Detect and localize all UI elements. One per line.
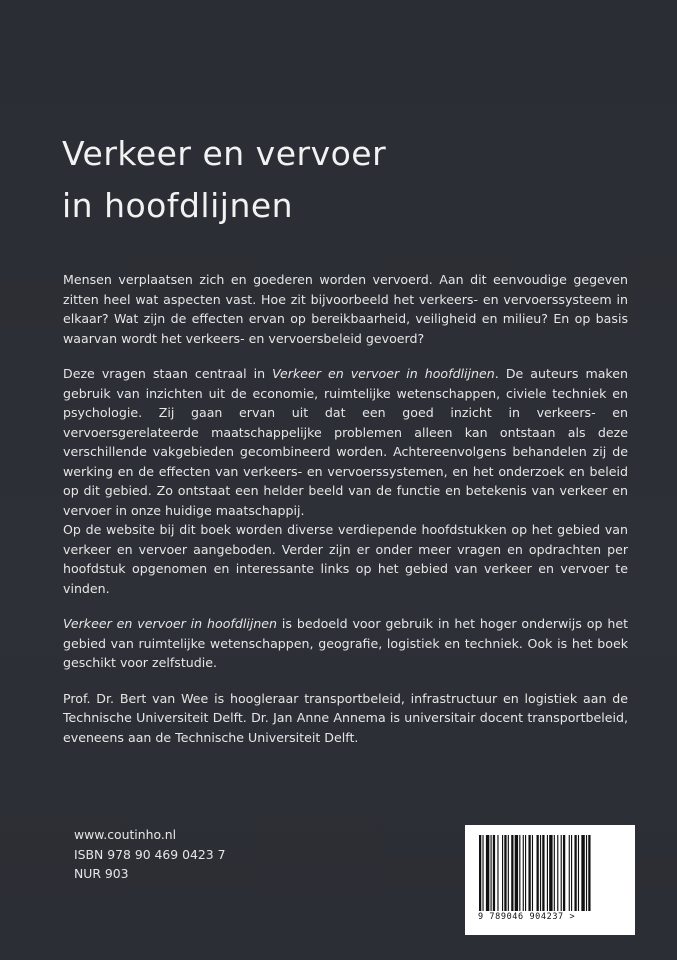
title-line-1: Verkeer en vervoer	[62, 134, 387, 173]
barcode-digits: 9 789046 904237 >	[478, 912, 628, 922]
book-title	[62, 128, 582, 232]
blurb-paragraph-1: Mensen verplaatsen zich en goederen worden vervoerd. Aan dit eenvoudige gegeven zitten heel wat aspecten vast. Hoe zit bijvoorbeeld het verkeers- en vervoerssysteem in elkaar? Wat zijn de effecten ervan op bereikbaarheid, veiligheid en milieu? En op basis waarvan wordt het verkeers- en vervoersbeleid gevoerd?	[63, 272, 628, 346]
imprint	[74, 825, 225, 884]
barcode-bar	[525, 835, 526, 911]
barcode-bar	[554, 835, 555, 911]
barcode-bar	[519, 835, 520, 911]
p2-before: Deze vragen staan centraal in	[63, 366, 273, 381]
p2-after: . De auteurs maken gebruik van inzichten uit de economie, ruimtelijke wetenschappen, civiele techniek en psychologie. Zij gaan ervan uit dat een goed inzicht in verkeers- en vervoersgerelateerde maatschappelijke problemen alleen kan ontstaan als deze verschillende vakgebieden gecombineerd worden. Achtereenvolgens behandelen zij de werking en de effecten van verkeers- en vervoerssystemen, en het onderzoek en beleid op dit gebied. Zo ontstaat een helder beeld van de functie en betekenis van verkeer en vervoer in onze huidige maatschappij.	[63, 366, 629, 518]
barcode-bar	[574, 835, 576, 911]
barcode-bar	[482, 835, 483, 911]
barcode-bar	[542, 835, 544, 911]
barcode-bar	[581, 835, 584, 911]
barcode-bar	[561, 835, 562, 911]
barcode-bar	[547, 835, 548, 911]
p2-book-title: Verkeer en vervoer in hoofdlijnen	[272, 366, 495, 381]
p4-after: is bedoeld voor gebruik in het hoger onderwijs op het gebied van ruimtelijke wetenschappen, geografie, logistiek en techniek. Ook is het boek geschikt voor zelfstudie.	[63, 616, 629, 670]
barcode-bar	[569, 835, 570, 911]
barcode-bar	[523, 835, 524, 911]
barcode-bar	[479, 835, 481, 911]
barcode-bar	[515, 835, 518, 911]
barcode-bar	[540, 835, 541, 911]
p4-book-title: Verkeer en vervoer in hoofdlijnen	[63, 616, 278, 631]
barcode-bar	[497, 835, 498, 911]
barcode-bar	[493, 835, 495, 911]
nur-code: NUR 903	[74, 866, 129, 881]
title-line-2: in hoofdlijnen	[62, 186, 294, 225]
author-bio: Prof. Dr. Bert van Wee is hoogleraar transportbeleid, infrastructuur en logistiek aan de Technische Universiteit Delft. Dr. Jan Anne Annema is universitair docent transportbeleid, eveneens aan de Technische Universiteit Delft.	[63, 690, 628, 745]
barcode-bar	[532, 835, 533, 911]
blurb-paragraph-3: Op de website bij dit boek worden diverse verdiepende hoofdstukken op het gebied van verkeer en vervoer aangeboden. Verder zijn er onder meer vragen en opdrachten per hoofdstuk opgenomen en interessante links op het gebied van verkeer en vervoer te vinden.	[63, 522, 628, 596]
publisher-website: www.coutinho.nl	[74, 827, 177, 842]
barcode-bar	[491, 835, 492, 911]
barcode-bar	[557, 835, 558, 911]
barcode-bar	[508, 835, 509, 911]
barcode-bar	[511, 835, 513, 911]
barcode-bar	[528, 835, 530, 911]
blurb-paragraph-4	[63, 614, 628, 673]
barcode-bar	[549, 835, 552, 911]
barcode-bar	[502, 835, 503, 911]
barcode-bar	[563, 835, 565, 911]
isbn: ISBN 978 90 469 0423 7	[74, 846, 226, 862]
barcode-bar	[586, 835, 587, 911]
barcode-bar	[571, 835, 572, 911]
barcode-bar	[486, 835, 489, 911]
blurb-paragraph-2	[63, 364, 628, 520]
barcode-bar	[537, 835, 539, 911]
barcode-bar	[588, 835, 590, 911]
barcode-bar	[504, 835, 506, 911]
barcode-bar	[578, 835, 579, 911]
blurb	[63, 270, 628, 747]
